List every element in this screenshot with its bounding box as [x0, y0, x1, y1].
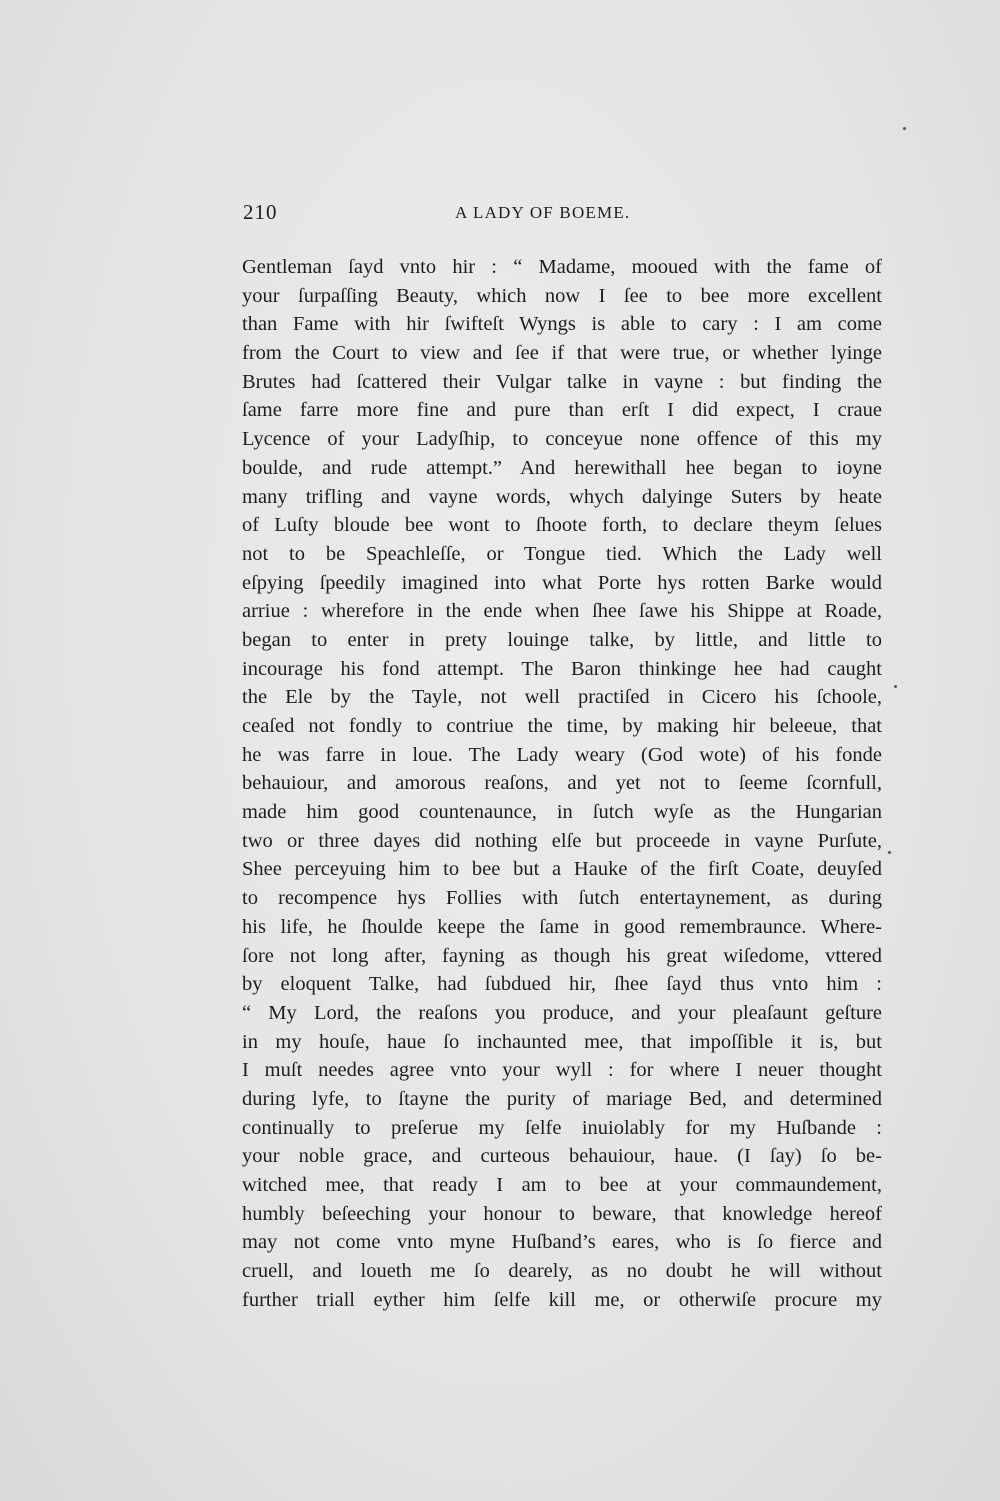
text-line: humbly beſeeching your honour to beware, that knowledge hereof	[242, 1202, 882, 1225]
text-line: witched mee, that ready I am to bee at your commaundement,	[242, 1174, 882, 1196]
text-line: “ My Lord, the reaſons you produce, and your pleaſaunt geſture	[242, 1001, 882, 1024]
text-line: Shee perceyuing him to bee but a Hauke of the firſt Coate, deuyſed	[242, 858, 882, 881]
text-line: your ſurpaſſing Beauty, which now I ſee to bee more excellent	[242, 284, 882, 307]
text-line: boulde, and rude attempt.” And herewithall hee began to ioyne	[242, 456, 882, 479]
text-line: further triall eyther him ſelfe kill me, or otherwiſe procure my	[242, 1288, 882, 1311]
text-line: began to enter in prety louinge talke, by little, and little to	[242, 628, 882, 651]
body-text	[242, 253, 882, 1314]
text-line: made him good countenaunce, in ſutch wyſe as the Hungarian	[242, 801, 882, 824]
text-line: behauiour, and amorous reaſons, and yet not to ſeeme ſcornfull,	[242, 772, 882, 795]
text-line: the Ele by the Tayle, not well practiſed in Cicero his ſchoole,	[242, 686, 882, 709]
text-line: Lycence of your Ladyſhip, to conceyue none offence of this my	[242, 428, 882, 451]
text-line: eſpying ſpeedily imagined into what Porte hys rotten Barke would	[242, 571, 882, 594]
text-line: your noble grace, and curteous behauiour, haue. (I ſay) ſo be-	[242, 1145, 882, 1168]
text-line: in my houſe, haue ſo inchaunted mee, that impoſſible it is, but	[242, 1030, 882, 1053]
text-line: incourage his fond attempt. The Baron thinkinge hee had caught	[242, 657, 882, 680]
text-line: ſore not long after, fayning as though his great wiſedome, vttered	[242, 944, 882, 967]
ink-speck	[903, 127, 906, 130]
text-line: Gentleman ſayd vnto hir : “ Madame, mooued with the fame of	[242, 256, 882, 278]
text-line: during lyfe, to ſtayne the purity of mariage Bed, and determined	[242, 1087, 882, 1110]
text-line: Brutes had ſcattered their Vulgar talke in vayne : but finding the	[242, 370, 882, 393]
text-line: cruell, and loueth me ſo dearely, as no doubt he will without	[242, 1260, 882, 1283]
text-line: two or three dayes did nothing elſe but proceede in vayne Purſute,	[242, 829, 882, 852]
text-line: arriue : wherefore in the ende when ſhee ſawe his Shippe at Roade,	[242, 600, 882, 623]
ink-speck	[894, 685, 897, 688]
page-header	[243, 200, 878, 230]
text-line: by eloquent Talke, had ſubdued hir, ſhee ſayd thus vnto him :	[242, 973, 882, 996]
text-line: to recompence hys Follies with ſutch entertaynement, as during	[242, 887, 882, 910]
text-line: ceaſed not fondly to contriue the time, by making hir beleeue, that	[242, 715, 882, 737]
page-number: 210	[243, 200, 278, 224]
text-line: may not come vnto myne Huſband’s eares, who is ſo fierce and	[242, 1231, 882, 1254]
text-line: of Luſty bloude bee wont to ſhoote forth, to declare theym ſelues	[242, 514, 882, 537]
text-line: he was farre in loue. The Lady weary (God wote) of his fonde	[242, 743, 882, 766]
running-title: A LADY OF BOEME.	[455, 203, 631, 222]
text-line: his life, he ſhoulde keepe the ſame in good remembraunce. Where-	[242, 915, 882, 938]
text-line: continually to preſerue my ſelfe inuiolably for my Huſbande :	[242, 1116, 882, 1139]
text-line: many trifling and vayne words, whych dalyinge Suters by heate	[242, 485, 882, 508]
ink-speck	[888, 851, 891, 854]
text-line: not to be Speachleſſe, or Tongue tied. Which the Lady well	[242, 542, 882, 565]
text-line: I muſt needes agree vnto your wyll : for where I neuer thought	[242, 1059, 882, 1082]
text-line: than Fame with hir ſwifteſt Wyngs is able to cary : I am come	[242, 313, 882, 336]
text-line: from the Court to view and ſee if that were true, or whether lyinge	[242, 342, 882, 365]
text-line: ſame farre more fine and pure than erſt I did expect, I craue	[242, 399, 882, 422]
